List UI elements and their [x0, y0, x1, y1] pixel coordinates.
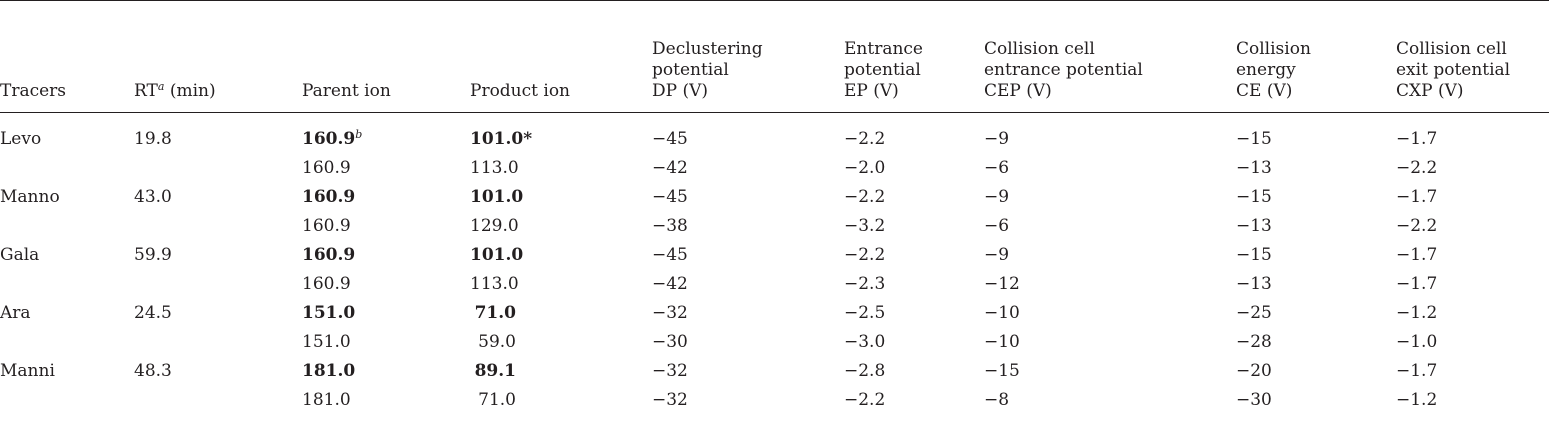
ce-cell: −15 — [1236, 129, 1272, 149]
cep-cell: −10 — [984, 303, 1020, 323]
rt-cell — [134, 154, 302, 183]
parent-ion-cell — [302, 183, 470, 212]
cep-cell: −15 — [984, 361, 1020, 381]
header-dp: Declustering potential DP (V) — [652, 1, 844, 113]
header-rt-label: RT — [134, 81, 158, 101]
cxp-cell: −1.2 — [1396, 303, 1438, 323]
ep-cell: −2.2 — [844, 245, 886, 265]
dp-cell: −38 — [652, 216, 688, 236]
parent-ion-value: 181.0 — [302, 390, 351, 410]
product-ion-value: 113.0 — [470, 274, 519, 294]
ep-cell: −2.8 — [844, 361, 886, 381]
rt-cell: 48.3 — [134, 361, 172, 381]
table-row — [0, 357, 1549, 386]
cxp-cell: −1.7 — [1396, 129, 1438, 149]
cep-cell: −10 — [984, 332, 1020, 352]
product-ion-value: 101.0 — [470, 187, 524, 207]
parent-ion-cell — [302, 386, 470, 415]
product-ion-value: 59.0 — [478, 332, 516, 352]
ce-cell: −30 — [1236, 390, 1272, 410]
cxp-cell: −2.2 — [1396, 216, 1438, 236]
tracer-cell — [0, 154, 134, 183]
product-ion-cell — [470, 183, 652, 212]
ce-cell: −15 — [1236, 245, 1272, 265]
product-ion-cell — [470, 270, 652, 299]
parent-ion-value: 160.9 — [302, 216, 351, 236]
header-parent-ion: Parent ion — [302, 1, 470, 113]
rt-cell — [134, 328, 302, 357]
cep-cell: −9 — [984, 129, 1010, 149]
parent-ion-cell — [302, 212, 470, 241]
product-ion-cell — [470, 357, 652, 386]
cxp-cell: −1.7 — [1396, 274, 1438, 294]
ep-cell: −2.5 — [844, 303, 886, 323]
table-row — [0, 183, 1549, 212]
cxp-cell: −1.2 — [1396, 390, 1438, 410]
parent-ion-value: 181.0 — [302, 361, 356, 381]
cep-cell: −6 — [984, 216, 1010, 236]
ce-cell: −13 — [1236, 216, 1272, 236]
footnote-b-marker: b — [355, 128, 363, 141]
cep-cell: −12 — [984, 274, 1020, 294]
table-row — [0, 299, 1549, 328]
table-row — [0, 328, 1549, 357]
cxp-cell: −1.0 — [1396, 332, 1438, 352]
table-row — [0, 270, 1549, 299]
rt-cell — [134, 386, 302, 415]
tracer-cell — [0, 386, 134, 415]
tracer-cell: Levo — [0, 129, 42, 149]
ep-cell: −3.0 — [844, 332, 886, 352]
tracer-cell: Gala — [0, 245, 40, 265]
dp-cell: −45 — [652, 187, 688, 207]
rt-cell: 19.8 — [134, 129, 172, 149]
table-header-row — [0, 1, 1549, 113]
ep-cell: −3.2 — [844, 216, 886, 236]
table-row — [0, 154, 1549, 183]
product-ion-value: 101.0* — [470, 129, 533, 149]
product-ion-value: 71.0 — [474, 303, 516, 323]
dp-cell: −32 — [652, 303, 688, 323]
dp-cell: −30 — [652, 332, 688, 352]
cep-cell: −9 — [984, 245, 1010, 265]
dp-cell: −42 — [652, 274, 688, 294]
parent-ion-cell — [302, 113, 470, 155]
tracer-cell — [0, 328, 134, 357]
parent-ion-cell — [302, 270, 470, 299]
tracer-cell — [0, 212, 134, 241]
product-ion-cell — [470, 241, 652, 270]
cep-cell: −6 — [984, 158, 1010, 178]
product-ion-value: 113.0 — [470, 158, 519, 178]
ep-cell: −2.2 — [844, 187, 886, 207]
tracer-cell: Manni — [0, 361, 55, 381]
parent-ion-cell — [302, 328, 470, 357]
rt-cell — [134, 270, 302, 299]
table-row — [0, 386, 1549, 415]
tracer-cell: Manno — [0, 187, 60, 207]
rt-cell — [134, 212, 302, 241]
cxp-cell: −1.7 — [1396, 361, 1438, 381]
ep-cell: −2.0 — [844, 158, 886, 178]
ep-cell: −2.2 — [844, 390, 886, 410]
dp-cell: −42 — [652, 158, 688, 178]
parent-ion-cell — [302, 299, 470, 328]
dp-cell: −45 — [652, 129, 688, 149]
parent-ion-cell — [302, 241, 470, 270]
footnote-a-marker: a — [157, 80, 165, 93]
product-ion-value: 89.1 — [474, 361, 516, 381]
dp-cell: −32 — [652, 390, 688, 410]
parent-ion-value: 160.9 — [302, 129, 356, 149]
header-product-ion: Product ion — [470, 1, 652, 113]
header-ep: Entrance potential EP (V) — [844, 1, 984, 113]
cxp-cell: −1.7 — [1396, 187, 1438, 207]
product-ion-cell — [470, 299, 652, 328]
product-ion-value: 101.0 — [470, 245, 524, 265]
ce-cell: −13 — [1236, 158, 1272, 178]
product-ion-cell — [470, 386, 652, 415]
tracer-cell — [0, 270, 134, 299]
product-ion-cell — [470, 113, 652, 155]
parent-ion-value: 160.9 — [302, 245, 356, 265]
header-tracers: Tracers — [0, 1, 134, 113]
rt-cell: 43.0 — [134, 187, 172, 207]
parent-ion-value: 160.9 — [302, 274, 351, 294]
rt-cell: 59.9 — [134, 245, 172, 265]
dp-cell: −32 — [652, 361, 688, 381]
table-row — [0, 113, 1549, 155]
ce-cell: −13 — [1236, 274, 1272, 294]
tracer-cell: Ara — [0, 303, 31, 323]
ce-cell: −20 — [1236, 361, 1272, 381]
cxp-cell: −2.2 — [1396, 158, 1438, 178]
cep-cell: −8 — [984, 390, 1010, 410]
parent-ion-cell — [302, 154, 470, 183]
ep-cell: −2.2 — [844, 129, 886, 149]
ce-cell: −25 — [1236, 303, 1272, 323]
table-body — [0, 113, 1549, 416]
product-ion-cell — [470, 212, 652, 241]
cxp-cell: −1.7 — [1396, 245, 1438, 265]
parent-ion-value: 160.9 — [302, 187, 356, 207]
header-rt — [134, 1, 302, 113]
table-row — [0, 212, 1549, 241]
ce-cell: −28 — [1236, 332, 1272, 352]
header-rt-unit: (min) — [169, 81, 216, 101]
ep-cell: −2.3 — [844, 274, 886, 294]
header-cep: Collision cell entrance potential CEP (V) — [984, 1, 1236, 113]
rt-cell: 24.5 — [134, 303, 172, 323]
table-row — [0, 241, 1549, 270]
cep-cell: −9 — [984, 187, 1010, 207]
product-ion-value: 71.0 — [478, 390, 516, 410]
dp-cell: −45 — [652, 245, 688, 265]
parent-ion-value: 151.0 — [302, 332, 351, 352]
header-ce: Collision energy CE (V) — [1236, 1, 1396, 113]
product-ion-cell — [470, 328, 652, 357]
header-cxp: Collision cell exit potential CXP (V) — [1396, 1, 1549, 113]
ce-cell: −15 — [1236, 187, 1272, 207]
product-ion-value: 129.0 — [470, 216, 519, 236]
parent-ion-cell — [302, 357, 470, 386]
product-ion-cell — [470, 154, 652, 183]
parent-ion-value: 160.9 — [302, 158, 351, 178]
parent-ion-value: 151.0 — [302, 303, 356, 323]
